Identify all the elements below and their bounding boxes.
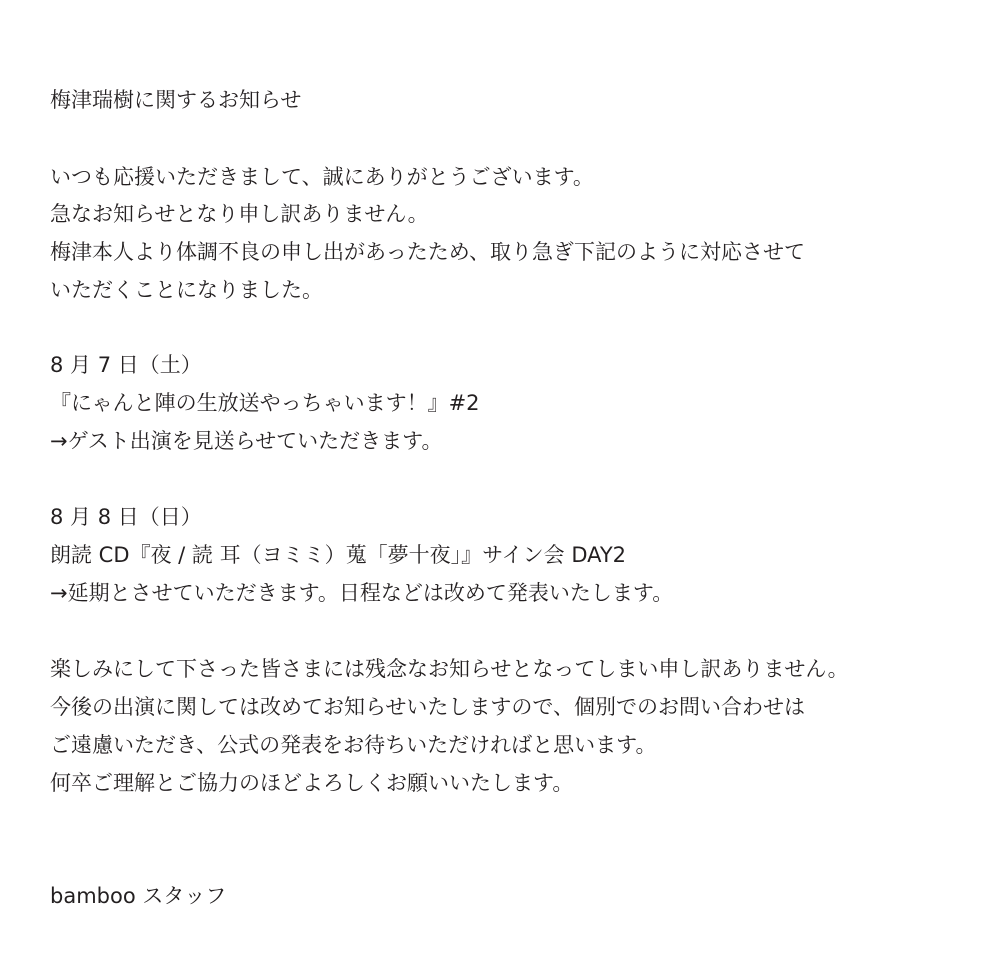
event1-name: 『にゃんと陣の生放送やっちゃいます！』#2 <box>50 391 480 415</box>
intro-line-3: 梅津本人より体調不良の申し出があったため、取り急ぎ下記のように対応させて <box>50 240 805 264</box>
closing-line-4: 何卒ご理解とご協力のほどよろしくお願いいたします。 <box>50 771 574 795</box>
intro-line-1: いつも応援いただきまして、誠にありがとうございます。 <box>50 165 594 189</box>
signature: bamboo スタッフ <box>50 884 227 908</box>
closing-line-3: ご遠慮いただき、公式の発表をお待ちいただければと思います。 <box>50 733 657 757</box>
event1-date: 8 月 7 日（土） <box>50 353 202 377</box>
closing-line-2: 今後の出演に関しては改めてお知らせいたしますので、個別でのお問い合わせは <box>50 695 805 719</box>
notice-title: 梅津瑞樹に関するお知らせ <box>50 88 302 112</box>
event2-name: 朗読 CD『夜 / 読 耳（ヨミミ）蒐「夢十夜」』サイン会 DAY2 <box>50 543 627 567</box>
intro-line-2: 急なお知らせとなり申し訳ありません。 <box>50 202 429 226</box>
event2-date: 8 月 8 日（日） <box>50 505 202 529</box>
closing-line-1: 楽しみにして下さった皆さまには残念なお知らせとなってしまい申し訳ありません。 <box>50 657 849 681</box>
event2-action: →延期とさせていただきます。日程などは改めて発表いたします。 <box>50 581 674 605</box>
intro-line-4: いただくことになりました。 <box>50 278 323 302</box>
event1-action: →ゲスト出演を見送らせていただきます。 <box>50 429 443 453</box>
